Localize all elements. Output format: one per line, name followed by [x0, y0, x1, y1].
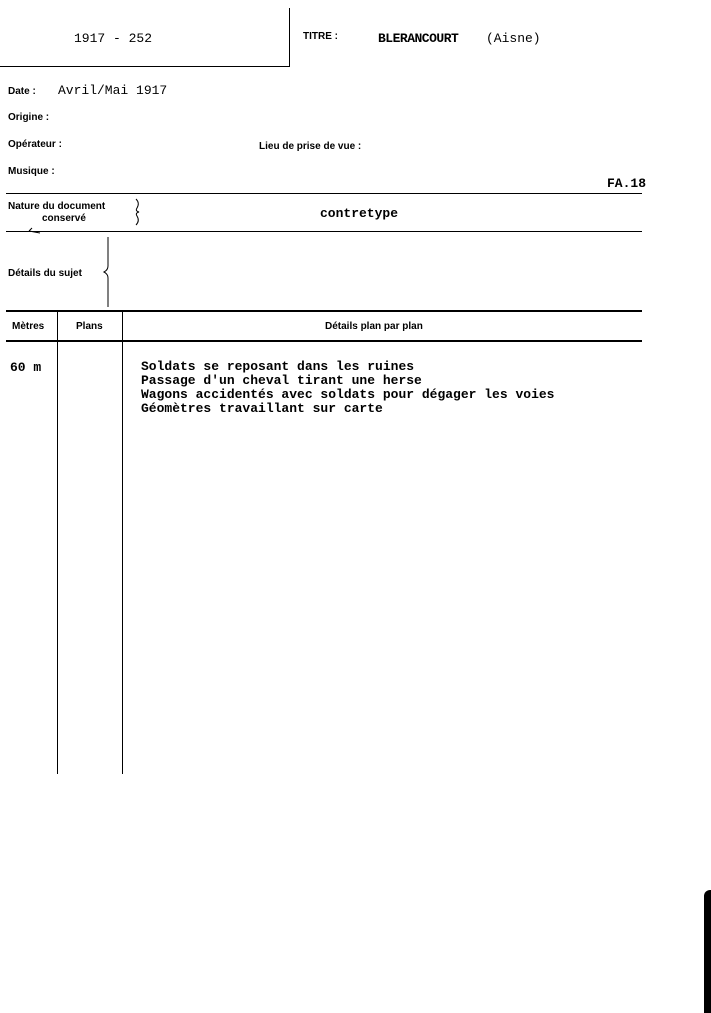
- date-value: Avril/Mai 1917: [58, 83, 168, 98]
- table-row-details: [141, 360, 554, 416]
- page-right-edge-mark: [704, 890, 711, 1013]
- date-label: Date :: [8, 86, 36, 97]
- table-divider-metres-plans: [57, 312, 58, 774]
- detail-line: Passage d'un cheval tirant une herse: [141, 373, 422, 388]
- rule-arrow-mark-icon: [28, 227, 42, 237]
- nature-value: contretype: [320, 206, 399, 221]
- table-header-bottom-rule: [6, 340, 642, 342]
- detail-line: Géomètres travaillant sur carte: [141, 401, 383, 416]
- detail-line: Soldats se reposant dans les ruines: [141, 359, 415, 374]
- titre-value: BLERANCOURT: [378, 31, 459, 46]
- details-sujet-label: Détails du sujet: [8, 268, 82, 279]
- titre-label: TITRE :: [303, 31, 338, 42]
- document-code: FA.18: [607, 176, 647, 191]
- detail-line: Wagons accidentés avec soldats pour dégager les voies: [141, 387, 555, 402]
- header-box-right-border: [289, 8, 290, 66]
- table-row-metres: 60 m: [10, 360, 42, 375]
- nature-label-line1: Nature du document: [8, 201, 106, 212]
- lieu-label: Lieu de prise de vue :: [259, 141, 362, 152]
- table-top-rule: [6, 310, 642, 312]
- nature-bottom-rule: [6, 231, 642, 232]
- document-reference: 1917 - 252: [74, 31, 153, 46]
- column-header-plans: Plans: [76, 321, 103, 332]
- column-header-details: Détails plan par plan: [325, 321, 423, 332]
- operateur-label: Opérateur :: [8, 139, 62, 150]
- header-box-bottom-border: [0, 66, 290, 67]
- musique-label: Musique :: [8, 166, 55, 177]
- origine-label: Origine :: [8, 112, 50, 123]
- nature-brace-icon: [133, 198, 143, 226]
- table-divider-plans-details: [122, 312, 123, 774]
- column-header-metres: Mètres: [12, 321, 45, 332]
- nature-top-rule: [6, 193, 642, 194]
- nature-label-line2: conservé: [42, 213, 86, 224]
- titre-region: (Aisne): [486, 31, 541, 46]
- details-sujet-brace-icon: [102, 236, 112, 308]
